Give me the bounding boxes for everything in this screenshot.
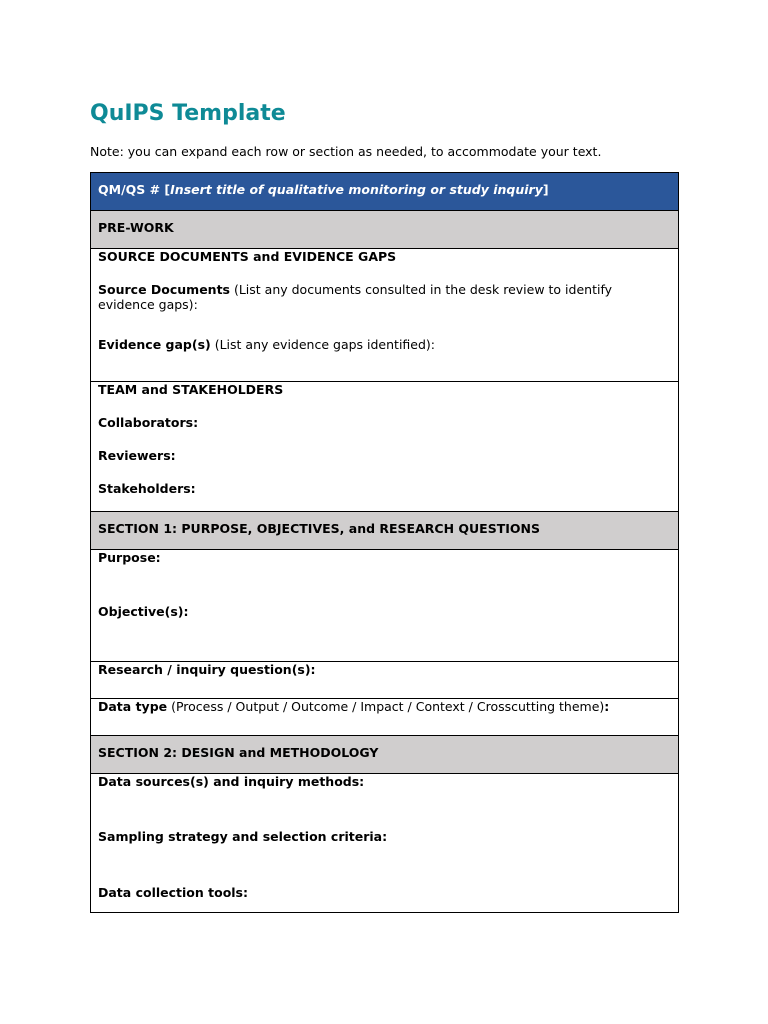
- prework-heading-row: PRE-WORK: [91, 211, 678, 248]
- page-title: QuIPS Template: [90, 101, 286, 126]
- data-type-colon: :: [604, 699, 610, 714]
- team-heading: TEAM and STAKEHOLDERS: [98, 382, 284, 397]
- design-methodology-row[interactable]: [91, 773, 678, 912]
- evidence-gaps-field[interactable]: [98, 337, 671, 352]
- evidence-gaps-label: Evidence gap(s): [98, 337, 211, 352]
- note-text: Note: you can expand each row or section as needed, to accommodate your text.: [90, 144, 602, 159]
- source-documents-label: Source Documents: [98, 282, 230, 297]
- evidence-gaps-hint: (List any evidence gaps identified):: [210, 337, 436, 352]
- research-questions-row[interactable]: [91, 661, 678, 698]
- stakeholders-label: Stakeholders:: [98, 481, 196, 496]
- data-type-hint: (Process / Output / Outcome / Impact / Context / Crosscutting theme): [167, 699, 605, 714]
- source-documents-heading: SOURCE DOCUMENTS and EVIDENCE GAPS: [98, 249, 397, 264]
- team-stakeholders-row[interactable]: [91, 381, 678, 511]
- section2-heading-row: SECTION 2: DESIGN and METHODOLOGY: [91, 735, 678, 773]
- title-prefix: QM/QS # [: [98, 182, 171, 197]
- template-table: [90, 172, 679, 913]
- data-type-row[interactable]: [91, 698, 678, 735]
- sampling-strategy-label: Sampling strategy and selection criteria:: [98, 829, 388, 844]
- title-placeholder: Insert title of qualitative monitoring or study inquiry: [170, 182, 543, 197]
- section1-heading-row: SECTION 1: PURPOSE, OBJECTIVES, and RESEARCH QUESTIONS: [91, 511, 678, 549]
- source-documents-field[interactable]: [98, 282, 671, 312]
- title-suffix: ]: [542, 182, 549, 197]
- source-documents-row[interactable]: [91, 248, 678, 381]
- data-type-label: Data type: [98, 699, 168, 714]
- objectives-label: Objective(s):: [98, 604, 189, 619]
- data-collection-tools-label: Data collection tools:: [98, 885, 248, 900]
- reviewers-label: Reviewers:: [98, 448, 176, 463]
- data-sources-label: Data sources(s) and inquiry methods:: [98, 774, 365, 789]
- research-questions-label: Research / inquiry question(s):: [98, 662, 316, 677]
- purpose-label: Purpose:: [98, 550, 161, 565]
- table-title-row[interactable]: [91, 173, 678, 211]
- collaborators-label: Collaborators:: [98, 415, 199, 430]
- source-documents-hint: (List any documents consulted in the desk review to identify evidence gaps):: [98, 282, 613, 312]
- purpose-objectives-row[interactable]: [91, 549, 678, 661]
